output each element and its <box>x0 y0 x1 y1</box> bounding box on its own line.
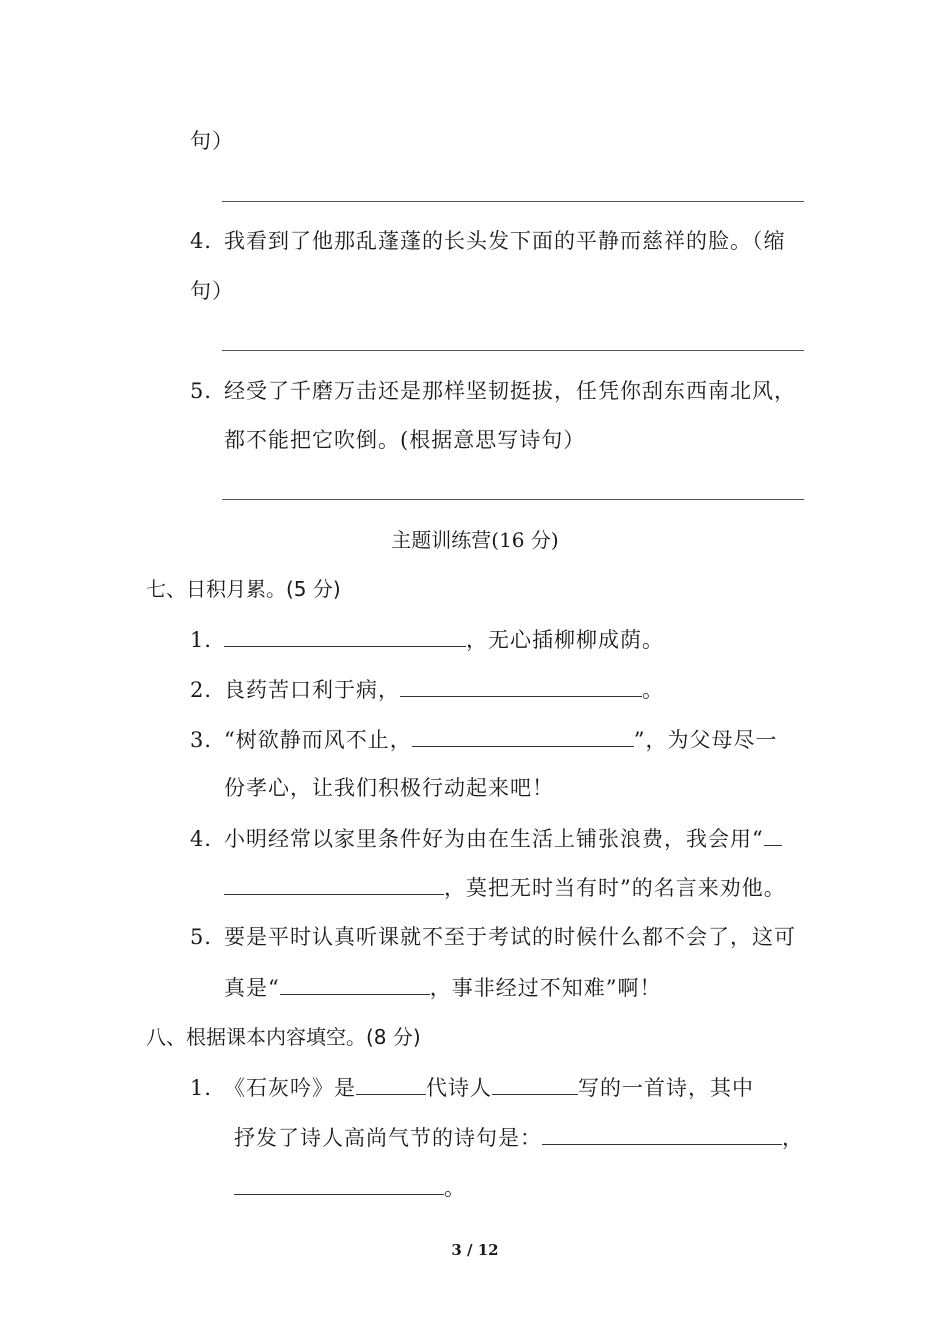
s8-1-blank-poet[interactable] <box>492 1072 578 1095</box>
s8-1-line2 <box>234 1122 804 1153</box>
s7-5-post: ，事非经过不知难”啊！ <box>429 976 662 1000</box>
s8-1-line3 <box>234 1172 466 1203</box>
s8-1-b: 代诗人 <box>426 1076 492 1100</box>
s8-1-blank-line2[interactable] <box>234 1172 444 1195</box>
s7-item-1 <box>190 624 664 655</box>
s7-3-pre: “树欲静而风不止， <box>224 728 412 752</box>
s8-1-d: 抒发了诗人高尚气节的诗句是： <box>234 1126 542 1150</box>
s7-5-blank[interactable] <box>280 972 430 995</box>
q4-text-line2: 句） <box>190 279 234 303</box>
s7-2-pre: 良药苦口利于病， <box>224 678 400 702</box>
answer-line-3[interactable] <box>222 201 804 202</box>
continued-line: 句） <box>190 129 234 153</box>
s7-5-line2 <box>224 972 662 1003</box>
s7-2-number: 2． <box>190 678 227 702</box>
s7-3-post: ”，为父母尽一 <box>633 728 778 752</box>
s7-2-post: 。 <box>642 678 664 702</box>
s8-1-f: 。 <box>444 1176 466 1200</box>
s7-4-blank-a[interactable] <box>764 823 782 846</box>
s7-item-2 <box>190 674 664 705</box>
s8-1-blank-dynasty[interactable] <box>356 1072 426 1095</box>
q5-text-line2: 都不能把它吹倒。(根据意思写诗句） <box>224 428 586 452</box>
s7-item-3 <box>190 724 778 755</box>
answer-line-4[interactable] <box>222 350 804 351</box>
s7-4-blank-b[interactable] <box>224 872 444 895</box>
s8-1-number: 1． <box>190 1076 227 1100</box>
s7-4-number: 4． <box>190 827 227 851</box>
s7-1-number: 1． <box>190 628 227 652</box>
s7-4-line2 <box>224 872 786 903</box>
s8-1-c: 写的一首诗，其中 <box>578 1076 754 1100</box>
s7-3-blank[interactable] <box>412 724 634 747</box>
s7-5-text: 要是平时认真听课就不至于考试的时候什么都不会了，这可 <box>224 925 796 949</box>
s7-1-text: ，无心插柳柳成荫。 <box>466 628 664 652</box>
q4-text: 我看到了他那乱蓬蓬的长头发下面的平静而慈祥的脸。（缩 <box>224 229 786 253</box>
q4-number: 4． <box>190 229 227 253</box>
question-5 <box>190 376 796 406</box>
q5-number: 5． <box>190 379 227 403</box>
s8-1-a: 《石灰吟》是 <box>224 1076 356 1100</box>
s7-item-4 <box>190 823 782 854</box>
s7-3-number: 3． <box>190 728 227 752</box>
s8-1-e: ， <box>782 1126 804 1150</box>
s7-4-post: ，莫把无时当有时”的名言来劝他。 <box>444 876 786 900</box>
s7-4-pre: 小明经常以家里条件好为由在生活上铺张浪费，我会用“ <box>224 827 764 851</box>
s8-item-1 <box>190 1072 754 1103</box>
q5-text: 经受了千磨万击还是那样坚韧挺拔，任凭你刮东西南北风， <box>224 379 796 403</box>
s7-item-5 <box>190 922 796 952</box>
section-8-title: 八、根据课本内容填空。(8 分) <box>146 1025 421 1049</box>
section-7-title: 七、日积月累。(5 分) <box>146 577 341 601</box>
s7-3-line2: 份孝心，让我们积极行动起来吧！ <box>224 776 554 800</box>
answer-line-5[interactable] <box>222 499 804 500</box>
question-4 <box>190 226 786 256</box>
s7-5-number: 5． <box>190 925 227 949</box>
s7-2-blank[interactable] <box>400 674 642 697</box>
page-number: 3 / 12 <box>451 1241 499 1259</box>
s7-5-pre: 真是“ <box>224 976 280 1000</box>
s7-1-blank[interactable] <box>224 624 466 647</box>
s8-1-blank-line1[interactable] <box>542 1122 782 1145</box>
theme-title: 主题训练营(16 分) <box>391 528 559 552</box>
